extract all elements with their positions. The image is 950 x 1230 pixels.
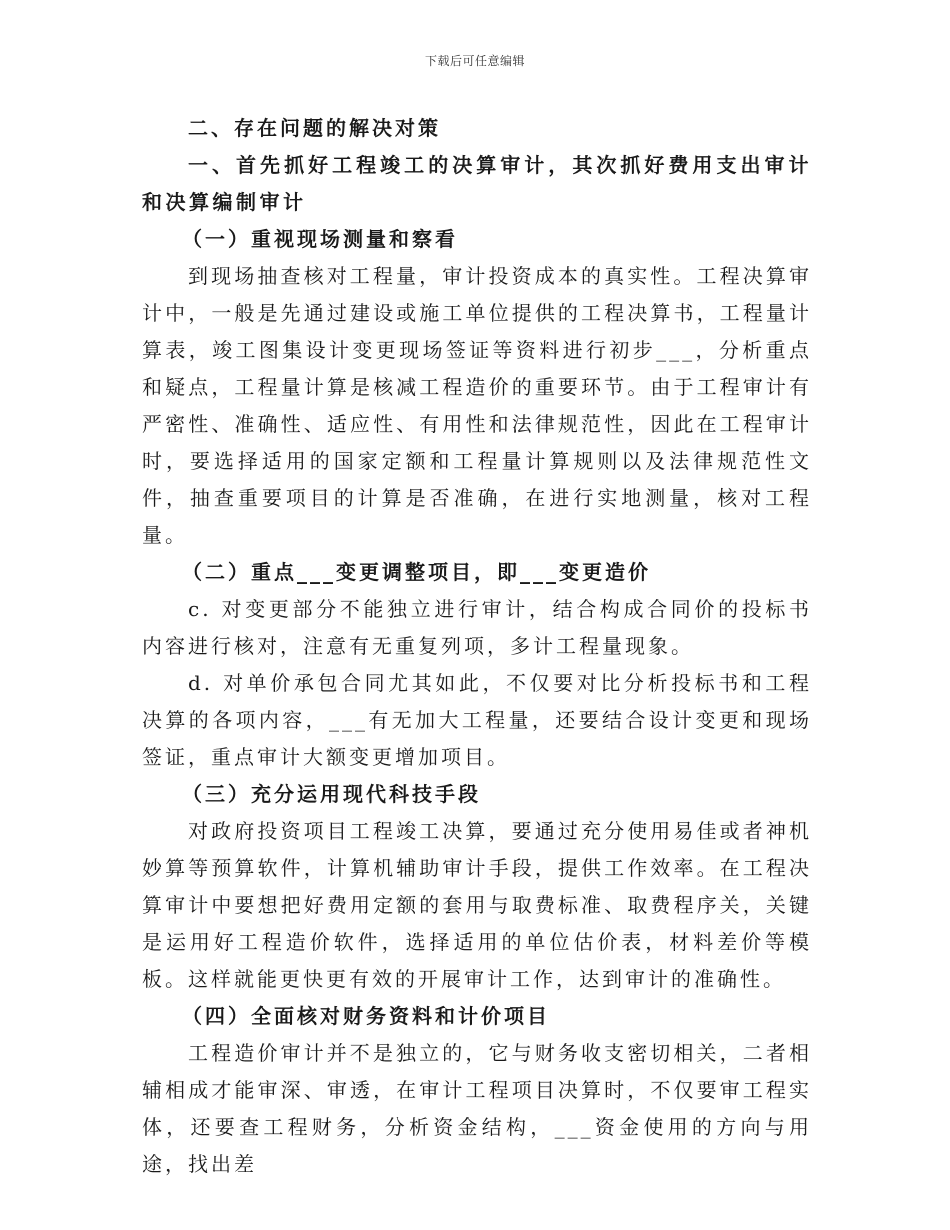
page-header: 下载后可任意编辑 [424,54,525,68]
subsection-title: （四）全面核对财务资料和计价项目 [182,1004,550,1028]
body-paragraph: 对政府投资项目工程竣工决算，要通过充分使用易佳或者神机妙算等预算软件，计算机辅助审计手段，提供工作效率。在工程决算审计中要想把好费用定额的套用与取费标准、取费程序关，关键是运用好工程造价软件，选择适用的单位估价表，材料差价等模板。这样就能更快更有效的开展审计工作，达到审计的准确性。 [142,819,812,991]
document-body [142,110,812,1183]
subsection-title: （一）重视现场测量和察看 [182,227,458,251]
body-paragraph: c. 对变更部分不能独立进行审计，结合构成合同价的投标书内容进行核对，注意有无重复列项，多计工程量现象。 [142,597,812,658]
subsection-title: （二）重点___变更调整项目，即___变更造价 [182,560,651,584]
section-title: 二、存在问题的解决对策 [188,116,441,140]
subsection-title: （三）充分运用现代科技手段 [182,782,481,806]
body-paragraph: 到现场抽查核对工程量，审计投资成本的真实性。工程决算审计中，一般是先通过建设或施工单位提供的工程决算书，工程量计算表，竣工图集设计变更现场签证等资料进行初步___，分析重点和疑点，工程量计算是核减工程造价的重要环节。由于工程审计有严密性、准确性、适应性、有用性和法律规范性，因此在工程审计时，要选择适用的国家定额和工程量计算规则以及法律规范性文件，抽查重要项目的计算是否准确，在进行实地测量，核对工程量。 [142,264,812,547]
main-heading: 一、首先抓好工程竣工的决算审计，其次抓好费用支出审计和决算编制审计 [142,153,812,214]
body-paragraph: 工程造价审计并不是独立的，它与财务收支密切相关，二者相辅相成才能审深、审透，在审计工程项目决算时，不仅要审工程实体，还要查工程财务，分析资金结构，___资金使用的方向与用途，找出差 [142,1041,812,1176]
body-paragraph: d. 对单价承包合同尤其如此，不仅要对比分析投标书和工程决算的各项内容，___有无加大工程量，还要结合设计变更和现场签证，重点审计大额变更增加项目。 [142,671,812,769]
